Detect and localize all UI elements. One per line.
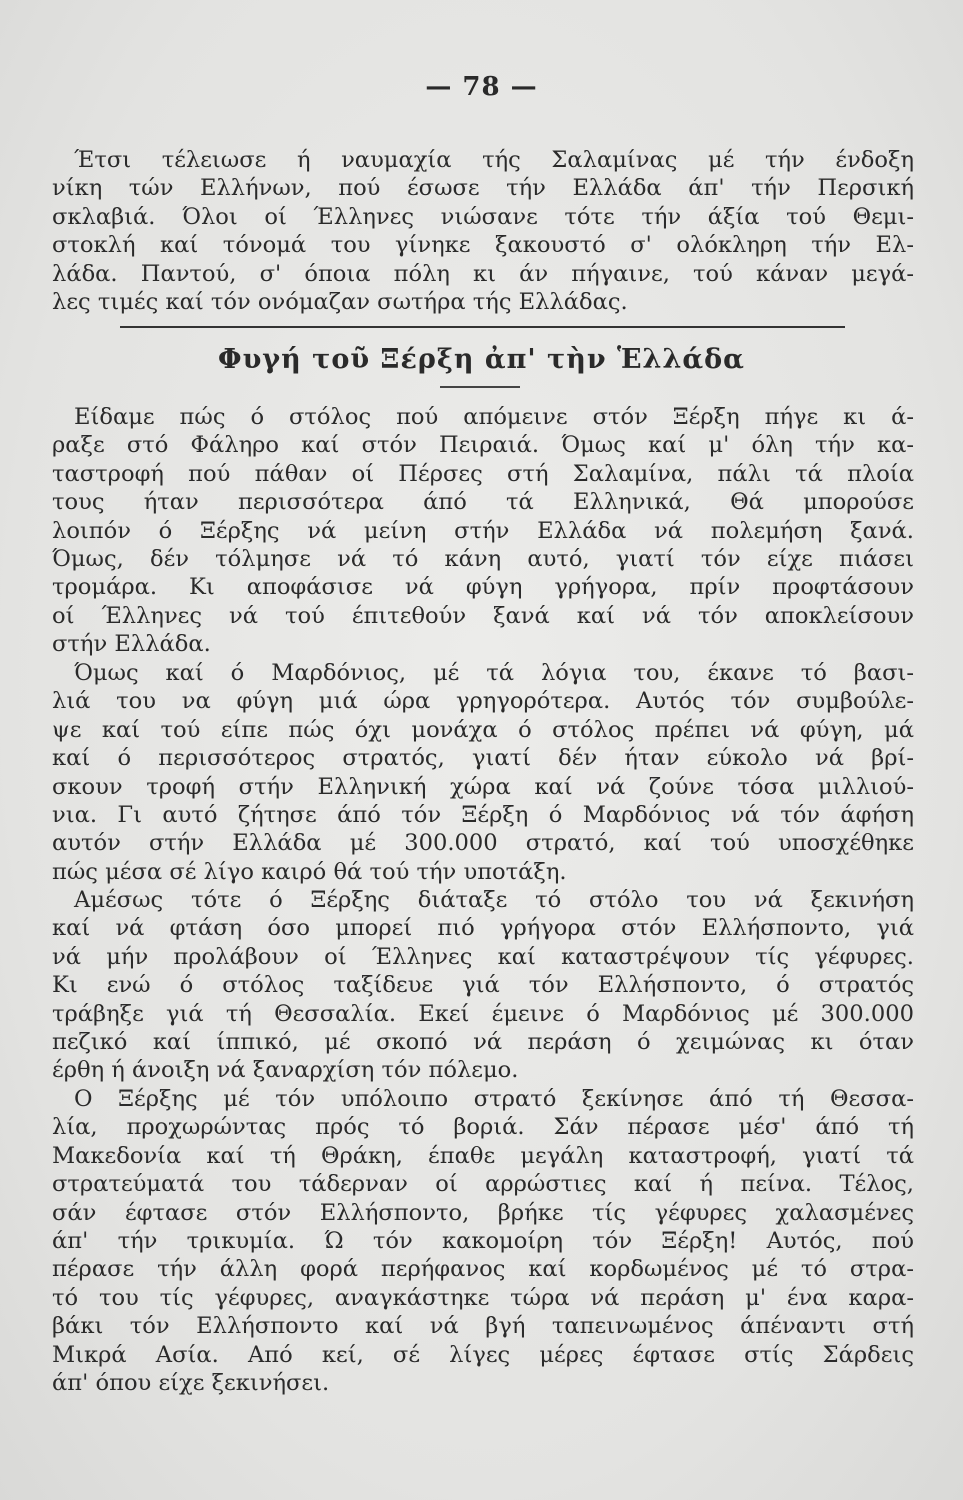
text-line: στήν Ελλάδα.	[52, 631, 211, 658]
text-line: Ο Ξέρξης μέ τόν υπόλοιπο στρατό ξεκίνησε άπό τή Θεσσα-	[74, 1086, 914, 1112]
text-line: σκλαβιά. Όλοι οί Έλληνες νιώσανε τότε τήν άξία τού Θεμι-	[52, 203, 914, 230]
text-line: Όμως καί ό Μαρδόνιος, μέ τά λόγια του, έκανε τό βασι-	[74, 660, 914, 686]
text-line: άπ' όπου είχε ξεκινήσει.	[52, 1369, 330, 1396]
text-line: αυτόν στήν Ελλάδα μέ 300.000 στρατό, καί τού υποσχέθηκε	[52, 830, 914, 857]
text-line: τους ήταν περισσότερα άπό τά Ελληνικά, Θά μπορούσε	[52, 489, 914, 516]
text-line: Κι ενώ ό στόλος ταξίδευε γιά τόν Ελλήσποντο, ό στρατός	[52, 972, 914, 999]
text-line: νια. Γι αυτό ζήτησε άπό τόν Ξέρξη ό Μαρδόνιος νά τόν άφήση	[52, 801, 914, 828]
text-line: Μακεδονία καί τή Θράκη, έπαθε μεγάλη καταστροφή, γιατί τά	[52, 1142, 914, 1169]
text-line: καί ό περισσότερος στρατός, γιατί δέν ήταν εύκολο νά βρί-	[52, 745, 914, 772]
page-number: — 78 —	[425, 72, 538, 102]
section-title: Φυγή τοῦ Ξέρξη ἀπ' τὴν Ἑλλάδα	[218, 344, 745, 375]
text-line: άπ' τήν τρικυμία. Ώ τόν κακομοίρη τόν Ξέρξη! Αυτός, πού	[52, 1227, 914, 1254]
text-line: Είδαμε πώς ό στόλος πού απόμεινε στόν Ξέρξη πήγε κι ά-	[74, 404, 914, 430]
text-line: καί νά φτάση όσο μπορεί πιό γρήγορα στόν Ελλήσποντο, γιά	[52, 915, 914, 942]
paragraph-mardonius	[52, 659, 914, 886]
text-line: βάκι τόν Ελλήσποντο καί νά βγή ταπεινωμένος άπέναντι στή	[52, 1313, 914, 1340]
text-line: νά μήν προλάβουν οί Έλληνες καί καταστρέψουν τίς γέφυρες.	[52, 943, 914, 970]
text-line: λία, προχωρώντας πρός τό βοριά. Σάν πέρασε μέσ' άπό τή	[52, 1114, 914, 1141]
text-line: οί Έλληνες νά τού έπιτεθούν ξανά καί νά τόν αποκλείσουν	[52, 602, 914, 629]
text-line: λες τιμές καί τόν ονόμαζαν σωτήρα τής Ελλάδας.	[52, 288, 628, 315]
section-title-underline	[440, 386, 520, 388]
text-line: πεζικό καί ίππικό, μέ σκοπό νά περάση ό χειμώνας κι όταν	[52, 1028, 914, 1055]
text-line: Έτσι τέλειωσε ή ναυμαχία τής Σαλαμίνας μέ τήν ένδοξη	[74, 147, 914, 173]
text-line: πώς μέσα σέ λίγο καιρό θά τού τήν υποτάξη.	[52, 858, 567, 885]
text-line: τρομάρα. Κι αποφάσισε νά φύγη γρήγορα, πρίν προφτάσουν	[52, 574, 914, 601]
text-line: τό του τίς γέφυρες, αναγκάστηκε τώρα νά περάση μ' ένα καρα-	[52, 1284, 914, 1311]
text-line: τράβηξε γιά τή Θεσσαλία. Εκεί έμεινε ό Μαρδόνιος μέ 300.000	[52, 1000, 914, 1027]
paragraph-xerxes-retreat	[52, 403, 914, 659]
text-line: Όμως, δέν τόλμησε νά τό κάνη αυτό, γιατί τόν είχε πιάσει	[52, 545, 914, 572]
text-line: σάν έφτασε στόν Ελλήσποντο, βρήκε τίς γέφυρες χαλασμένες	[52, 1199, 914, 1226]
text-line: πέρασε τήν άλλη φορά περήφανος καί κορδωμένος μέ τό στρα-	[52, 1256, 914, 1283]
text-line: Μικρά Ασία. Από κεί, σέ λίγες μέρες έφτασε στίς Σάρδεις	[52, 1341, 914, 1368]
text-line: λιά του να φύγη μιά ώρα γρηγορότερα. Αυτός τόν συμβούλε-	[52, 688, 914, 715]
text-line: έρθη ή άνοιξη νά ξαναρχίση τόν πόλεμο.	[52, 1057, 519, 1084]
text-line: ταστροφή πού πάθαν οί Πέρσες στή Σαλαμίνα, πάλι τά πλοία	[52, 460, 914, 487]
text-line: σκουν τροφή στήν Ελληνική χώρα καί νά ζούνε τόσα μιλλιού-	[52, 773, 914, 800]
text-line: νίκη τών Ελλήνων, πού έσωσε τήν Ελλάδα άπ' τήν Περσική	[52, 175, 914, 202]
paragraph-fleet-departure	[52, 886, 914, 1085]
text-line: στρατεύματά του τάδερναν οί αρρώστιες καί ή πείνα. Τέλος,	[52, 1171, 914, 1198]
text-line: Αμέσως τότε ό Ξέρξης διάταξε τό στόλο του νά ξεκινήση	[74, 887, 914, 913]
paragraph-return-to-asia	[52, 1085, 914, 1397]
text-line: στοκλή καί τόνομά του γίνηκε ξακουστό σ' ολόκληρη τήν Ελ-	[52, 232, 914, 259]
text-line: ραξε στό Φάληρο καί στόν Πειραιά. Όμως καί μ' όλη τήν κα-	[52, 432, 914, 459]
text-line: ψε καί τού είπε πώς όχι μονάχα ό στόλος πρέπει νά φύγη, μά	[52, 716, 914, 743]
text-line: λοιπόν ό Ξέρξης νά μείνη στήν Ελλάδα νά πολεμήση ξανά.	[52, 517, 914, 544]
text-line: λάδα. Παντού, σ' όποια πόλη κι άν πήγαινε, τού κάναν μεγά-	[52, 260, 914, 287]
paragraph-salamis-victory	[52, 146, 914, 316]
section-divider-top	[120, 326, 845, 328]
